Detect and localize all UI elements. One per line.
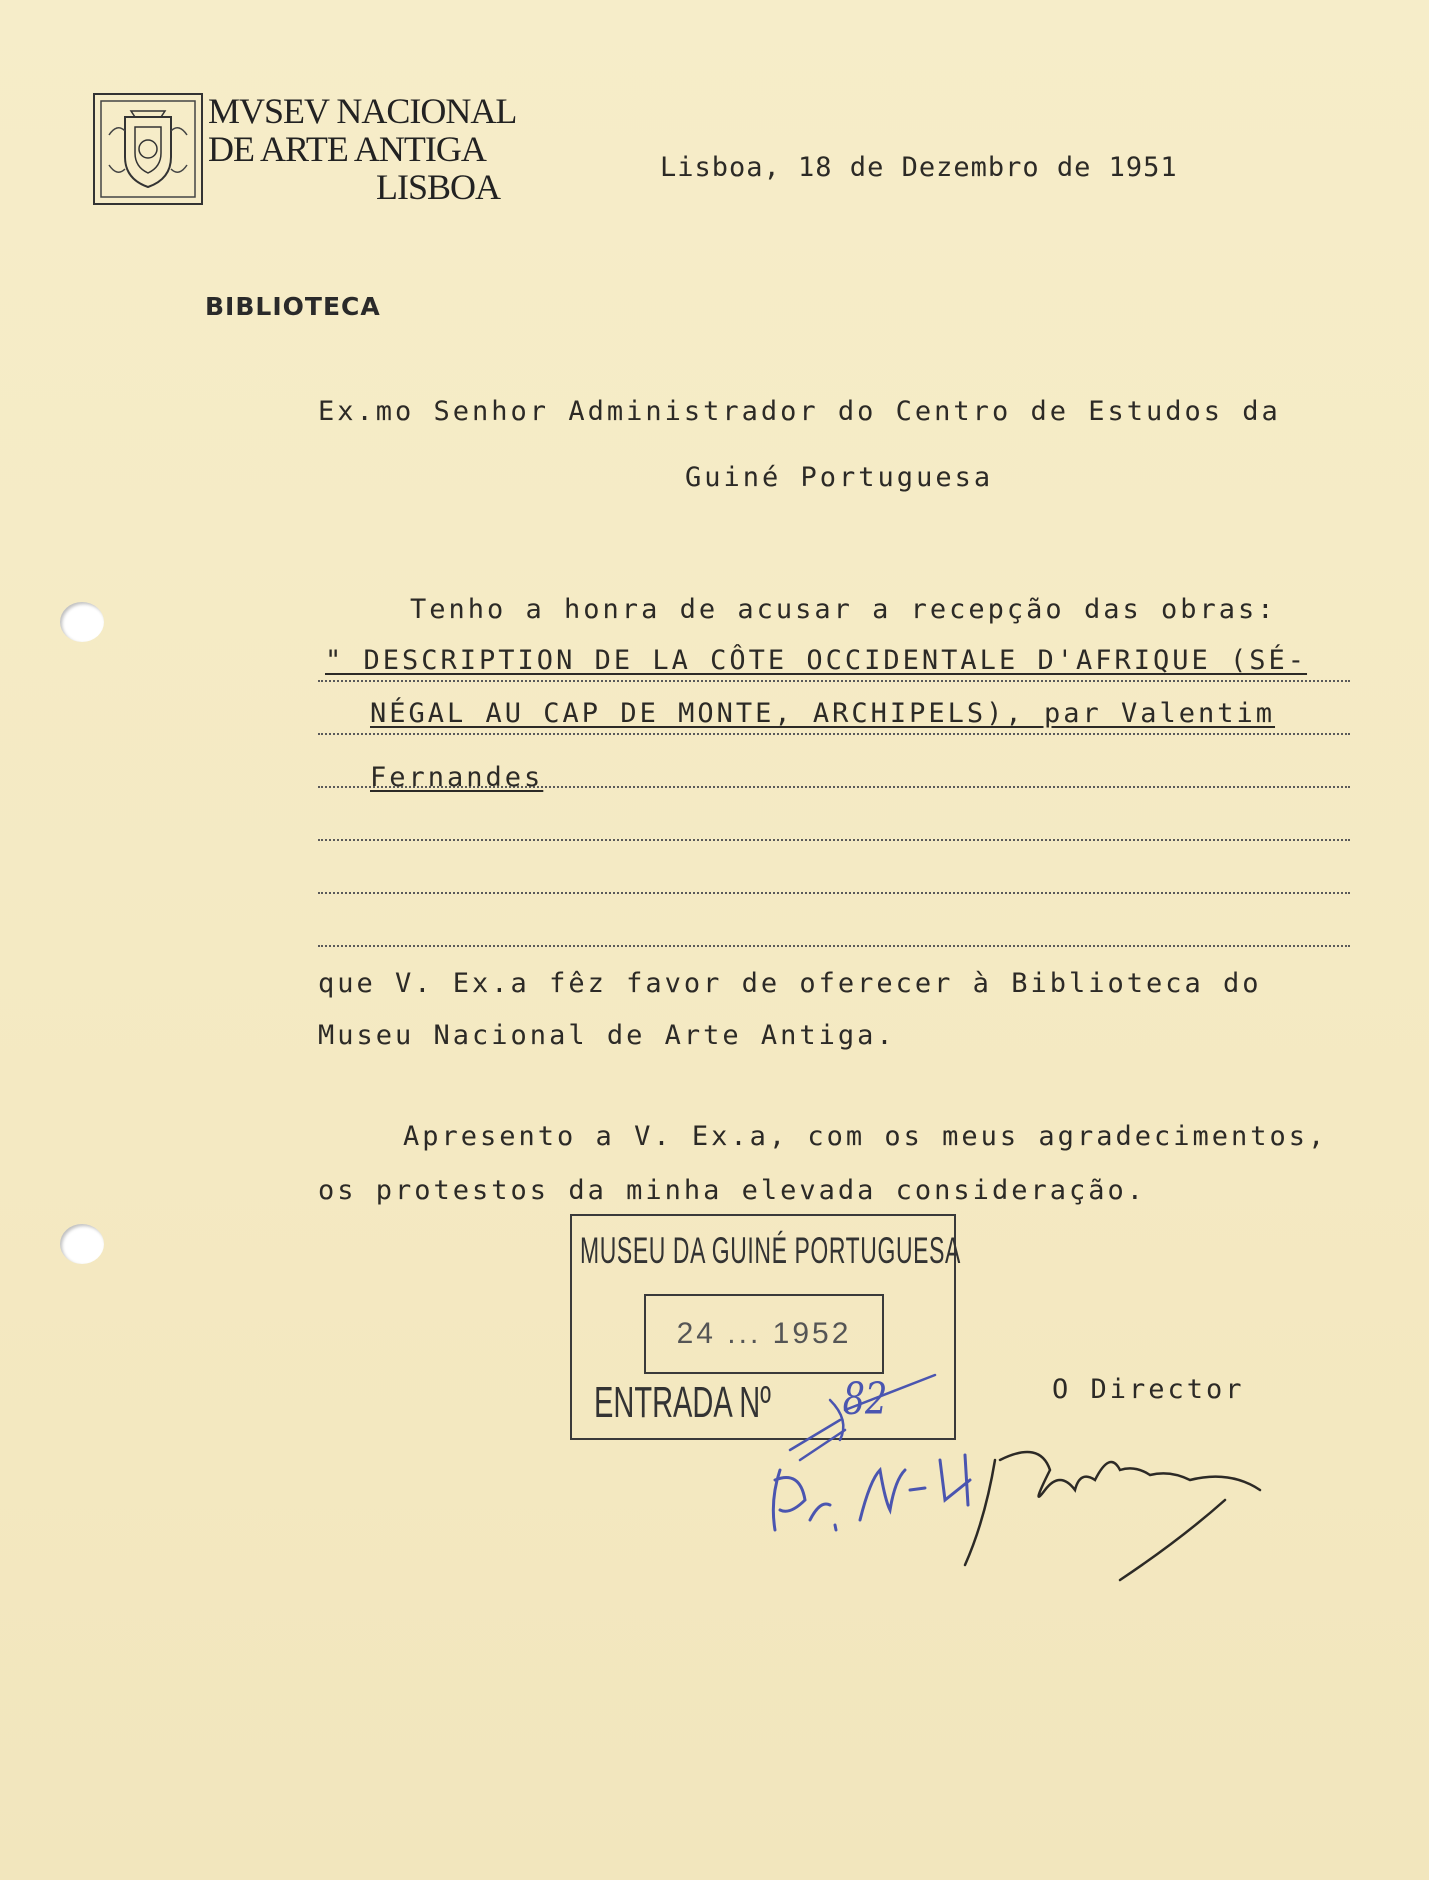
work-title-line-3: Fernandes xyxy=(370,762,544,793)
thanks-line-2: Museu Nacional de Arte Antiga. xyxy=(318,1020,896,1051)
thanks-line-1: que V. Ex.a fêz favor de oferecer à Biblioteca do xyxy=(318,968,1262,999)
intro-paragraph: Tenho a honra de acusar a recepção das obras: xyxy=(410,594,1277,625)
closing-line-1: Apresento a V. Ex.a, com os meus agradecimentos, xyxy=(403,1121,1328,1152)
work-title-line-2: NÉGAL AU CAP DE MONTE, ARCHIPELS), par Valentim xyxy=(370,698,1276,729)
department-label: BIBLIOTECA xyxy=(205,292,381,321)
institution-line-1: MVSEV NACIONAL xyxy=(208,91,517,131)
institution-line-3: LISBOA xyxy=(376,167,501,207)
signatory-role: O Director xyxy=(1052,1374,1245,1405)
closing-line-2: os protestos da minha elevada consideração. xyxy=(318,1175,1146,1206)
stamp-date: 24 ... 1952 xyxy=(644,1294,884,1374)
stamp-title: MUSEU DA GUINÉ PORTUGUESA xyxy=(580,1230,961,1271)
addressee-line-2: Guiné Portuguesa xyxy=(685,462,994,493)
institution-line-2: DE ARTE ANTIGA xyxy=(208,129,486,169)
letter-date: Lisboa, 18 de Dezembro de 1951 xyxy=(660,152,1178,183)
stamp-entry-number: 82 xyxy=(842,1374,888,1425)
addressee-line-1: Ex.mo Senhor Administrador do Centro de Estudos da xyxy=(318,396,1281,427)
stamp-entry-label: ENTRADA Nº xyxy=(594,1378,771,1427)
work-title-line-1: " DESCRIPTION DE LA CÔTE OCCIDENTALE D'AFRIQUE (SÉ- xyxy=(325,645,1308,676)
